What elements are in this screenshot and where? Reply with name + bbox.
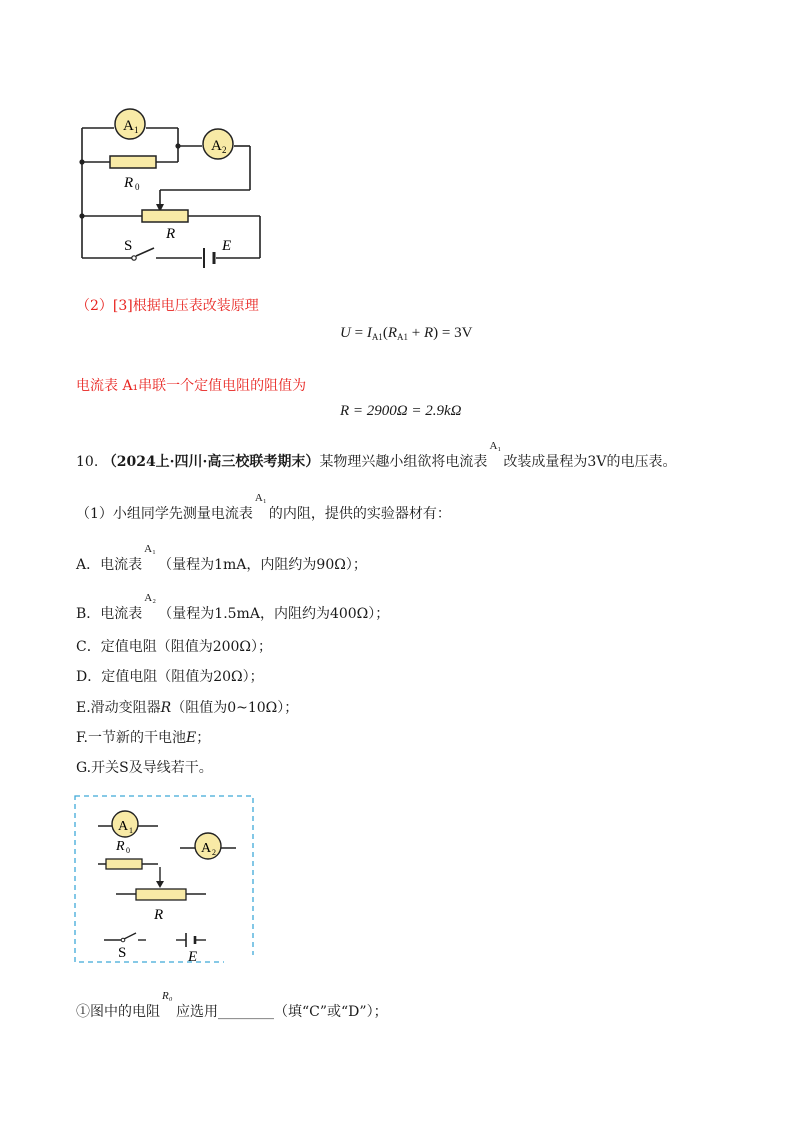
switch-label: S bbox=[118, 945, 127, 961]
svg-text:R: R bbox=[124, 175, 134, 191]
svg-text:0: 0 bbox=[135, 182, 140, 192]
subquestion-1-item-1: ①图中的电阻 R₀ 应选用________（填“C”或“D”）； bbox=[76, 990, 388, 1020]
option-b: B．电流表 A₂ （量程为1.5mA，内阻约为400Ω）； bbox=[76, 592, 390, 622]
svg-text:A: A bbox=[123, 118, 134, 134]
circuit-diagram-1 bbox=[70, 100, 270, 270]
solution-equation-2: R = 2900Ω = 2.9kΩ bbox=[340, 403, 462, 419]
resistor-r0 bbox=[110, 156, 156, 192]
option-e: E.滑动变阻器R（阻值为0~10Ω）； bbox=[76, 700, 299, 716]
svg-text:2: 2 bbox=[222, 145, 227, 155]
components-diagram bbox=[74, 795, 256, 965]
svg-text:R: R bbox=[166, 226, 176, 242]
solution-equation-1: $U = I_{A1}(R_{A1} + R) = 3V$ bbox=[340, 325, 473, 342]
svg-text:1: 1 bbox=[134, 125, 139, 135]
rheostat-r bbox=[142, 210, 188, 242]
svg-text:1: 1 bbox=[129, 826, 133, 835]
solution-part-heading: （2）[3]根据电压表改装原理 bbox=[76, 298, 259, 314]
svg-text:2: 2 bbox=[212, 848, 216, 857]
battery-label: E bbox=[188, 949, 198, 965]
battery-label: E bbox=[222, 238, 232, 254]
option-c: C．定值电阻（阻值为200Ω）； bbox=[76, 639, 273, 655]
svg-text:0: 0 bbox=[126, 846, 130, 855]
subquestion-1: （1）小组同学先测量电流表 A₁ 的内阻，提供的实验器材有： bbox=[76, 492, 451, 522]
ammeter-a1-icon bbox=[115, 109, 145, 139]
question-stem: 10. （2024上·四川·高三校联考期末）某物理兴趣小组欲将电流表 A₁ 改装成量程为3V的电压表。 bbox=[76, 446, 676, 472]
option-d: D．定值电阻（阻值为20Ω）； bbox=[76, 669, 264, 685]
option-g: G.开关S及导线若干。 bbox=[76, 760, 213, 776]
rheostat-r bbox=[136, 889, 186, 923]
ammeter-a1-icon bbox=[112, 811, 138, 837]
svg-text:A: A bbox=[211, 138, 222, 154]
ammeter-a2-icon bbox=[203, 129, 233, 159]
svg-text:R: R bbox=[116, 839, 125, 854]
option-a: A．电流表 A₁ （量程为1mA，内阻约为90Ω）； bbox=[76, 543, 367, 573]
option-f: F.一节新的干电池E； bbox=[76, 730, 211, 746]
svg-text:A: A bbox=[201, 841, 212, 856]
ammeter-a2-icon bbox=[195, 833, 221, 859]
svg-text:R: R bbox=[154, 907, 164, 923]
svg-text:A: A bbox=[118, 819, 129, 834]
switch-label: S bbox=[124, 238, 133, 254]
solution-line-2: 电流表 A₁串联一个定值电阻的阻值为 bbox=[76, 378, 307, 394]
resistor-r0 bbox=[106, 839, 142, 869]
symbol-a1: A₁ bbox=[489, 440, 502, 452]
